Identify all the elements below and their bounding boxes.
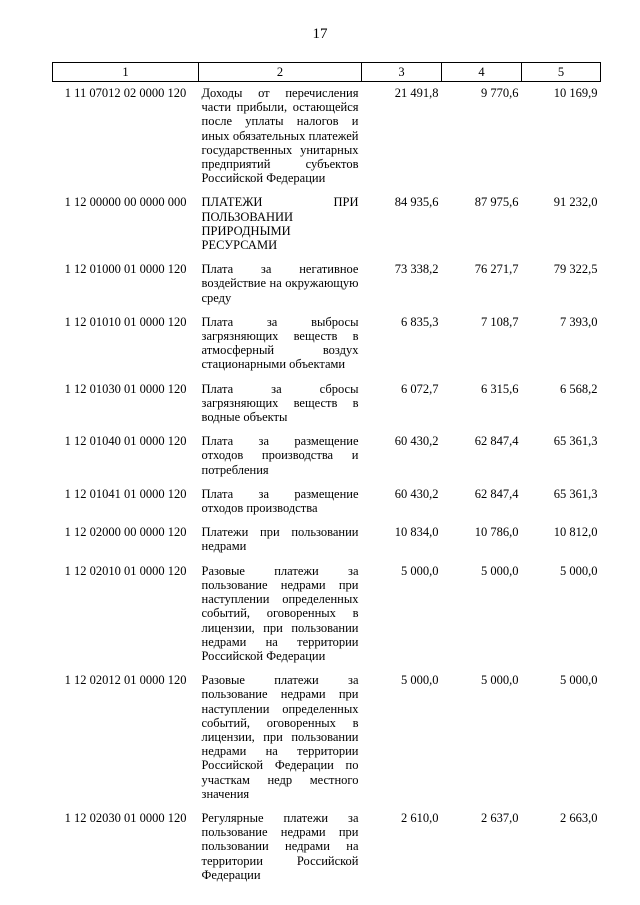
- name-cell: Плата за выбросы загрязняющих веществ в атмосферный воздух стационарными объектами: [201, 314, 359, 372]
- name-cell: Плата за негативное воздействие на окружающую среду: [201, 262, 359, 305]
- value-col5-cell: 65 361,3: [553, 486, 598, 501]
- page-number: 17: [312, 26, 328, 42]
- name-cell: Регулярные платежи за пользование недрами при пользовании недрами на территории Российской Федерации: [201, 810, 359, 882]
- value-col5-cell: 5 000,0: [560, 563, 598, 578]
- value-col3-cell: 84 935,6: [394, 195, 439, 210]
- value-col5-cell: 10 812,0: [553, 525, 598, 540]
- name-cell: Платежи при пользовании недрами: [201, 525, 359, 554]
- value-col5-cell: 10 169,9: [553, 86, 598, 100]
- table-row: [53, 82, 601, 192]
- code-cell: 1 12 01030 01 0000 120: [64, 381, 187, 396]
- value-col5-cell: 7 393,0: [560, 314, 598, 329]
- value-col4-cell: 5 000,0: [481, 673, 519, 688]
- value-col5-cell: 65 361,3: [553, 434, 598, 449]
- code-cell: 1 12 01010 01 0000 120: [64, 314, 187, 329]
- name-cell: Доходы от перечисления части прибыли, остающейся после уплаты налогов и иных обязательных платежей государственных унитарных предприятий субъектов Российской Федерации: [201, 86, 359, 186]
- value-col4-cell: 7 108,7: [481, 314, 519, 329]
- column-header: 1: [53, 63, 199, 82]
- name-cell: Плата за размещение отходов производства: [201, 486, 359, 516]
- value-col3-cell: 5 000,0: [401, 673, 439, 688]
- code-cell: 1 12 02000 00 0000 120: [64, 525, 187, 540]
- name-cell: Плата за размещение отходов производства и потребления: [201, 434, 359, 477]
- value-col4-cell: 9 770,6: [481, 86, 519, 100]
- table-row: [53, 560, 601, 669]
- code-cell: 1 12 01041 01 0000 120: [64, 486, 187, 501]
- value-col4-cell: 62 847,4: [474, 434, 519, 449]
- code-cell: 1 12 01040 01 0000 120: [64, 434, 187, 449]
- code-cell: 1 11 07012 02 0000 120: [64, 86, 187, 100]
- value-col5-cell: 6 568,2: [560, 381, 598, 396]
- column-header: 5: [522, 63, 601, 82]
- table-row: [53, 669, 601, 807]
- value-col5-cell: 91 232,0: [553, 195, 598, 210]
- value-col3-cell: 60 430,2: [394, 434, 439, 449]
- value-col4-cell: 76 271,7: [474, 262, 519, 277]
- value-col3-cell: 60 430,2: [394, 486, 439, 501]
- value-col5-cell: 79 322,5: [553, 262, 598, 277]
- value-col4-cell: 10 786,0: [474, 525, 519, 540]
- table-row: [53, 311, 601, 378]
- value-col3-cell: 73 338,2: [394, 262, 439, 277]
- table-row: [53, 191, 601, 258]
- column-header: 4: [442, 63, 522, 82]
- value-col4-cell: 62 847,4: [474, 486, 519, 501]
- table-row: [53, 483, 601, 521]
- code-cell: 1 12 02010 01 0000 120: [64, 563, 187, 578]
- table-header-row: [53, 63, 601, 82]
- code-cell: 1 12 00000 00 0000 000: [64, 195, 187, 210]
- value-col3-cell: 2 610,0: [401, 810, 439, 825]
- column-header: 3: [362, 63, 442, 82]
- name-cell: Разовые платежи за пользование недрами при наступлении определенных событий, оговоренных в лицензии, при пользовании недрами на территории Российской Федерации: [201, 563, 359, 663]
- budget-table: [52, 62, 601, 888]
- value-col3-cell: 10 834,0: [394, 525, 439, 540]
- code-cell: 1 12 02012 01 0000 120: [64, 673, 187, 688]
- value-col4-cell: 5 000,0: [481, 563, 519, 578]
- value-col4-cell: 87 975,6: [474, 195, 519, 210]
- code-cell: 1 12 02030 01 0000 120: [64, 810, 187, 825]
- column-header: 2: [199, 63, 362, 82]
- value-col4-cell: 2 637,0: [481, 810, 519, 825]
- table-row: [53, 807, 601, 888]
- value-col3-cell: 5 000,0: [401, 563, 439, 578]
- code-cell: 1 12 01000 01 0000 120: [64, 262, 187, 277]
- value-col3-cell: 6 835,3: [401, 314, 439, 329]
- table-row: [53, 378, 601, 431]
- value-col4-cell: 6 315,6: [481, 381, 519, 396]
- name-cell: Плата за сбросы загрязняющих веществ в водные объекты: [201, 381, 359, 425]
- table-row: [53, 258, 601, 311]
- name-cell: Разовые платежи за пользование недрами при наступлении определенных событий, оговоренных в лицензии, при пользовании недрами на территории Российской Федерации по участкам недр местного значения: [201, 673, 359, 801]
- table-row: [53, 430, 601, 483]
- value-col3-cell: 21 491,8: [394, 86, 439, 100]
- value-col5-cell: 5 000,0: [560, 673, 598, 688]
- value-col3-cell: 6 072,7: [401, 381, 439, 396]
- table-row: [53, 521, 601, 559]
- name-cell: ПЛАТЕЖИ ПРИ ПОЛЬЗОВАНИИ ПРИРОДНЫМИ РЕСУРСАМИ: [201, 195, 359, 253]
- value-col5-cell: 2 663,0: [560, 810, 598, 825]
